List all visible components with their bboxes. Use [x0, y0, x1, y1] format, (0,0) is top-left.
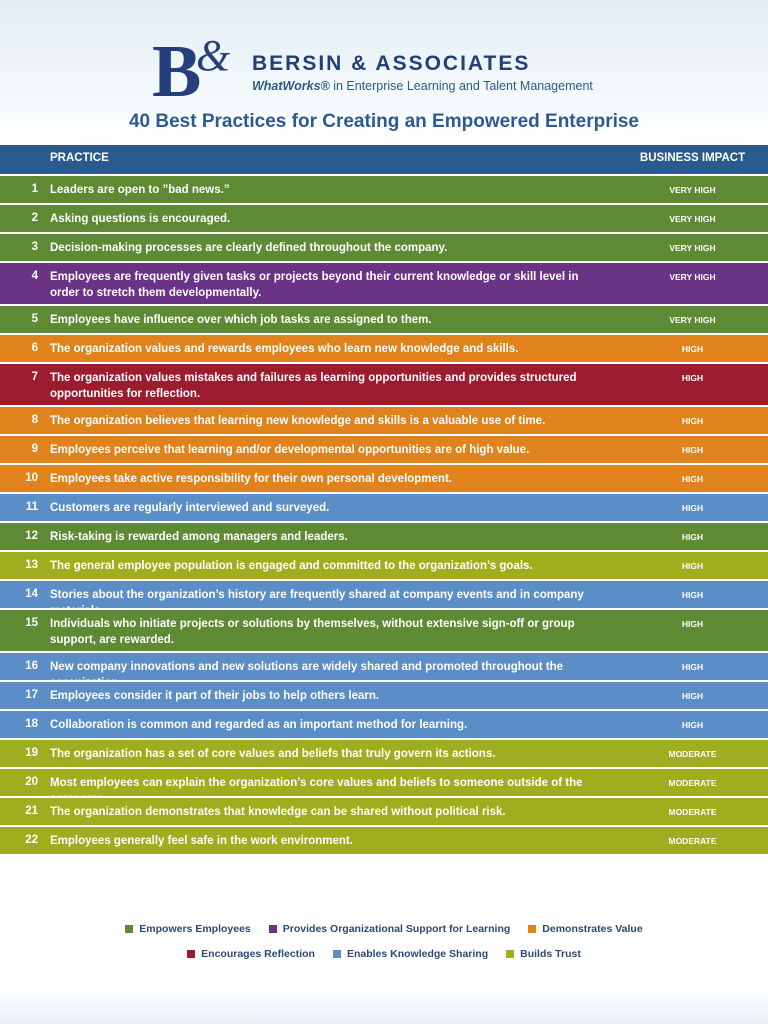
business-impact: MODERATE: [668, 749, 717, 759]
practice-text: Stories about the organization’s history are frequently shared at company events and in company: [50, 589, 584, 601]
table-header: [0, 145, 768, 174]
page-title: 40 Best Practices for Creating an Empowered Enterprise: [128, 111, 639, 132]
practice-number: 16: [25, 660, 38, 672]
table-row: [0, 581, 768, 610]
table-row: [0, 682, 768, 711]
practice-number: 4: [31, 270, 38, 282]
practice-text: The organization has a set of core values and beliefs that truly govern its actions.: [50, 748, 496, 760]
practice-number: 22: [25, 834, 38, 846]
legend-line: [0, 941, 768, 966]
table-row: [0, 205, 768, 234]
legend-swatch: [528, 925, 536, 933]
legend-swatch: [506, 950, 514, 958]
table-row: [0, 653, 768, 682]
legend-swatch: [125, 925, 133, 933]
brand-name: BERSIN & ASSOCIATES: [252, 52, 531, 75]
legend-label: Empowers Employees: [139, 922, 251, 935]
practice-number: 13: [25, 559, 38, 571]
table-row: [0, 465, 768, 494]
legend-item: [333, 948, 488, 960]
practice-text: Individuals who initiate projects or solutions by themselves, without extensive sign-off or group support, are rewarded.: [50, 618, 575, 646]
table-row: [0, 798, 768, 827]
practice-text: The organization believes that learning new knowledge and skills is a valuable use of time.: [50, 415, 546, 427]
svg-text:&: &: [196, 36, 231, 80]
footer-background: [0, 990, 768, 1024]
business-impact: HIGH: [681, 691, 704, 701]
practice-text: Employees take active responsibility for their own personal development.: [50, 473, 452, 485]
practice-number: 7: [31, 371, 38, 383]
business-impact: VERY HIGH: [669, 272, 716, 282]
business-impact: HIGH: [681, 662, 704, 672]
legend-swatch: [333, 950, 341, 958]
legend-label: Encourages Reflection: [201, 947, 315, 960]
practice-text: Asking questions is encouraged.: [50, 213, 231, 225]
business-impact: HIGH: [681, 416, 704, 426]
business-impact: HIGH: [681, 619, 704, 629]
business-impact: MODERATE: [668, 807, 717, 817]
business-impact: HIGH: [681, 590, 704, 600]
table-row: [0, 335, 768, 364]
practice-number: 5: [31, 313, 38, 325]
practice-text: Most employees can explain the organization’s core values and beliefs to someone outside of the: [50, 777, 583, 789]
practice-text: Employees are frequently given tasks or projects beyond their current knowledge or skill level in order to stretch them developmentally.: [50, 271, 579, 299]
practices-table: [0, 176, 768, 856]
business-impact: HIGH: [681, 373, 704, 383]
practice-number: 21: [25, 805, 38, 817]
business-impact: VERY HIGH: [669, 315, 716, 325]
header-practice: PRACTICE: [50, 152, 109, 164]
bersin-logo-icon: [152, 36, 244, 102]
table-row: [0, 769, 768, 798]
table-row: [0, 234, 768, 263]
business-impact: HIGH: [681, 532, 704, 542]
business-impact: HIGH: [681, 474, 704, 484]
legend-swatch: [269, 925, 277, 933]
table-row: [0, 552, 768, 581]
table-row: [0, 711, 768, 740]
table-row: [0, 610, 768, 653]
practice-text: Employees perceive that learning and/or developmental opportunities are of high value.: [50, 444, 530, 456]
business-impact: HIGH: [681, 445, 704, 455]
table-row: [0, 306, 768, 335]
whatworks-label: WhatWorks®: [252, 79, 330, 93]
practice-number: 18: [25, 718, 38, 730]
practice-text: Risk-taking is rewarded among managers and leaders.: [50, 531, 348, 543]
svg-text:B: B: [152, 36, 202, 102]
practice-number: 19: [25, 747, 38, 759]
practice-text: Collaboration is common and regarded as an important method for learning.: [50, 719, 468, 731]
legend-item: [506, 948, 581, 960]
practice-number: 17: [25, 689, 38, 701]
business-impact: MODERATE: [668, 836, 717, 846]
header-business-impact: BUSINESS IMPACT: [639, 152, 746, 164]
business-impact: HIGH: [681, 344, 704, 354]
tagline-text: in Enterprise Learning and Talent Management: [329, 79, 593, 93]
business-impact: HIGH: [681, 561, 704, 571]
practice-text: Employees have influence over which job tasks are assigned to them.: [50, 314, 432, 326]
legend-label: Builds Trust: [520, 947, 581, 960]
practice-text: Employees consider it part of their jobs to help others learn.: [50, 690, 380, 702]
business-impact: HIGH: [681, 503, 704, 513]
practice-text: The organization demonstrates that knowledge can be shared without political risk.: [50, 806, 506, 818]
practice-text: The organization values mistakes and failures as learning opportunities and provides structured opportunities for reflection.: [50, 372, 577, 400]
business-impact: VERY HIGH: [669, 243, 716, 253]
practice-number: 20: [25, 776, 38, 788]
table-row: [0, 740, 768, 769]
practice-number: 14: [25, 588, 38, 600]
table-row: [0, 407, 768, 436]
legend-label: Enables Knowledge Sharing: [346, 947, 489, 960]
legend-item: [528, 923, 642, 935]
practice-text: Leaders are open to ”bad news.”: [50, 184, 230, 196]
practice-number: 15: [25, 617, 38, 629]
practice-number: 12: [25, 530, 38, 542]
practice-text: The organization values and rewards employees who learn new knowledge and skills.: [50, 343, 519, 355]
legend-item: [125, 923, 250, 935]
practice-text: Decision-making processes are clearly defined throughout the company.: [50, 242, 448, 254]
table-row: [0, 436, 768, 465]
table-row: [0, 263, 768, 306]
legend-label: Provides Organizational Support for Learning: [282, 922, 511, 935]
practice-number: 11: [25, 501, 38, 513]
table-row: [0, 523, 768, 552]
legend-swatch: [187, 950, 195, 958]
practice-number: 3: [31, 241, 38, 253]
brand-tagline: [252, 79, 593, 93]
practice-number: 1: [31, 183, 38, 195]
table-row: [0, 176, 768, 205]
business-impact: HIGH: [681, 720, 704, 730]
practice-text: Customers are regularly interviewed and surveyed.: [50, 502, 330, 514]
table-row: [0, 827, 768, 856]
business-impact: VERY HIGH: [669, 185, 716, 195]
practice-text: New company innovations and new solutions are widely shared and promoted throughout the: [50, 661, 564, 673]
legend: [0, 916, 768, 966]
practice-number: 6: [31, 342, 38, 354]
business-impact: MODERATE: [668, 778, 717, 788]
practice-number: 10: [25, 472, 38, 484]
practice-text: The general employee population is engaged and committed to the organization’s goals.: [50, 560, 533, 572]
table-row: [0, 364, 768, 407]
practice-number: 2: [31, 212, 38, 224]
legend-item: [187, 948, 315, 960]
practice-text: Employees generally feel safe in the work environment.: [50, 835, 353, 847]
table-row: [0, 494, 768, 523]
practice-number: 8: [31, 414, 38, 426]
business-impact: VERY HIGH: [669, 214, 716, 224]
practice-number: 9: [31, 443, 38, 455]
legend-item: [269, 923, 511, 935]
legend-label: Demonstrates Value: [542, 922, 643, 935]
legend-line: [0, 916, 768, 941]
